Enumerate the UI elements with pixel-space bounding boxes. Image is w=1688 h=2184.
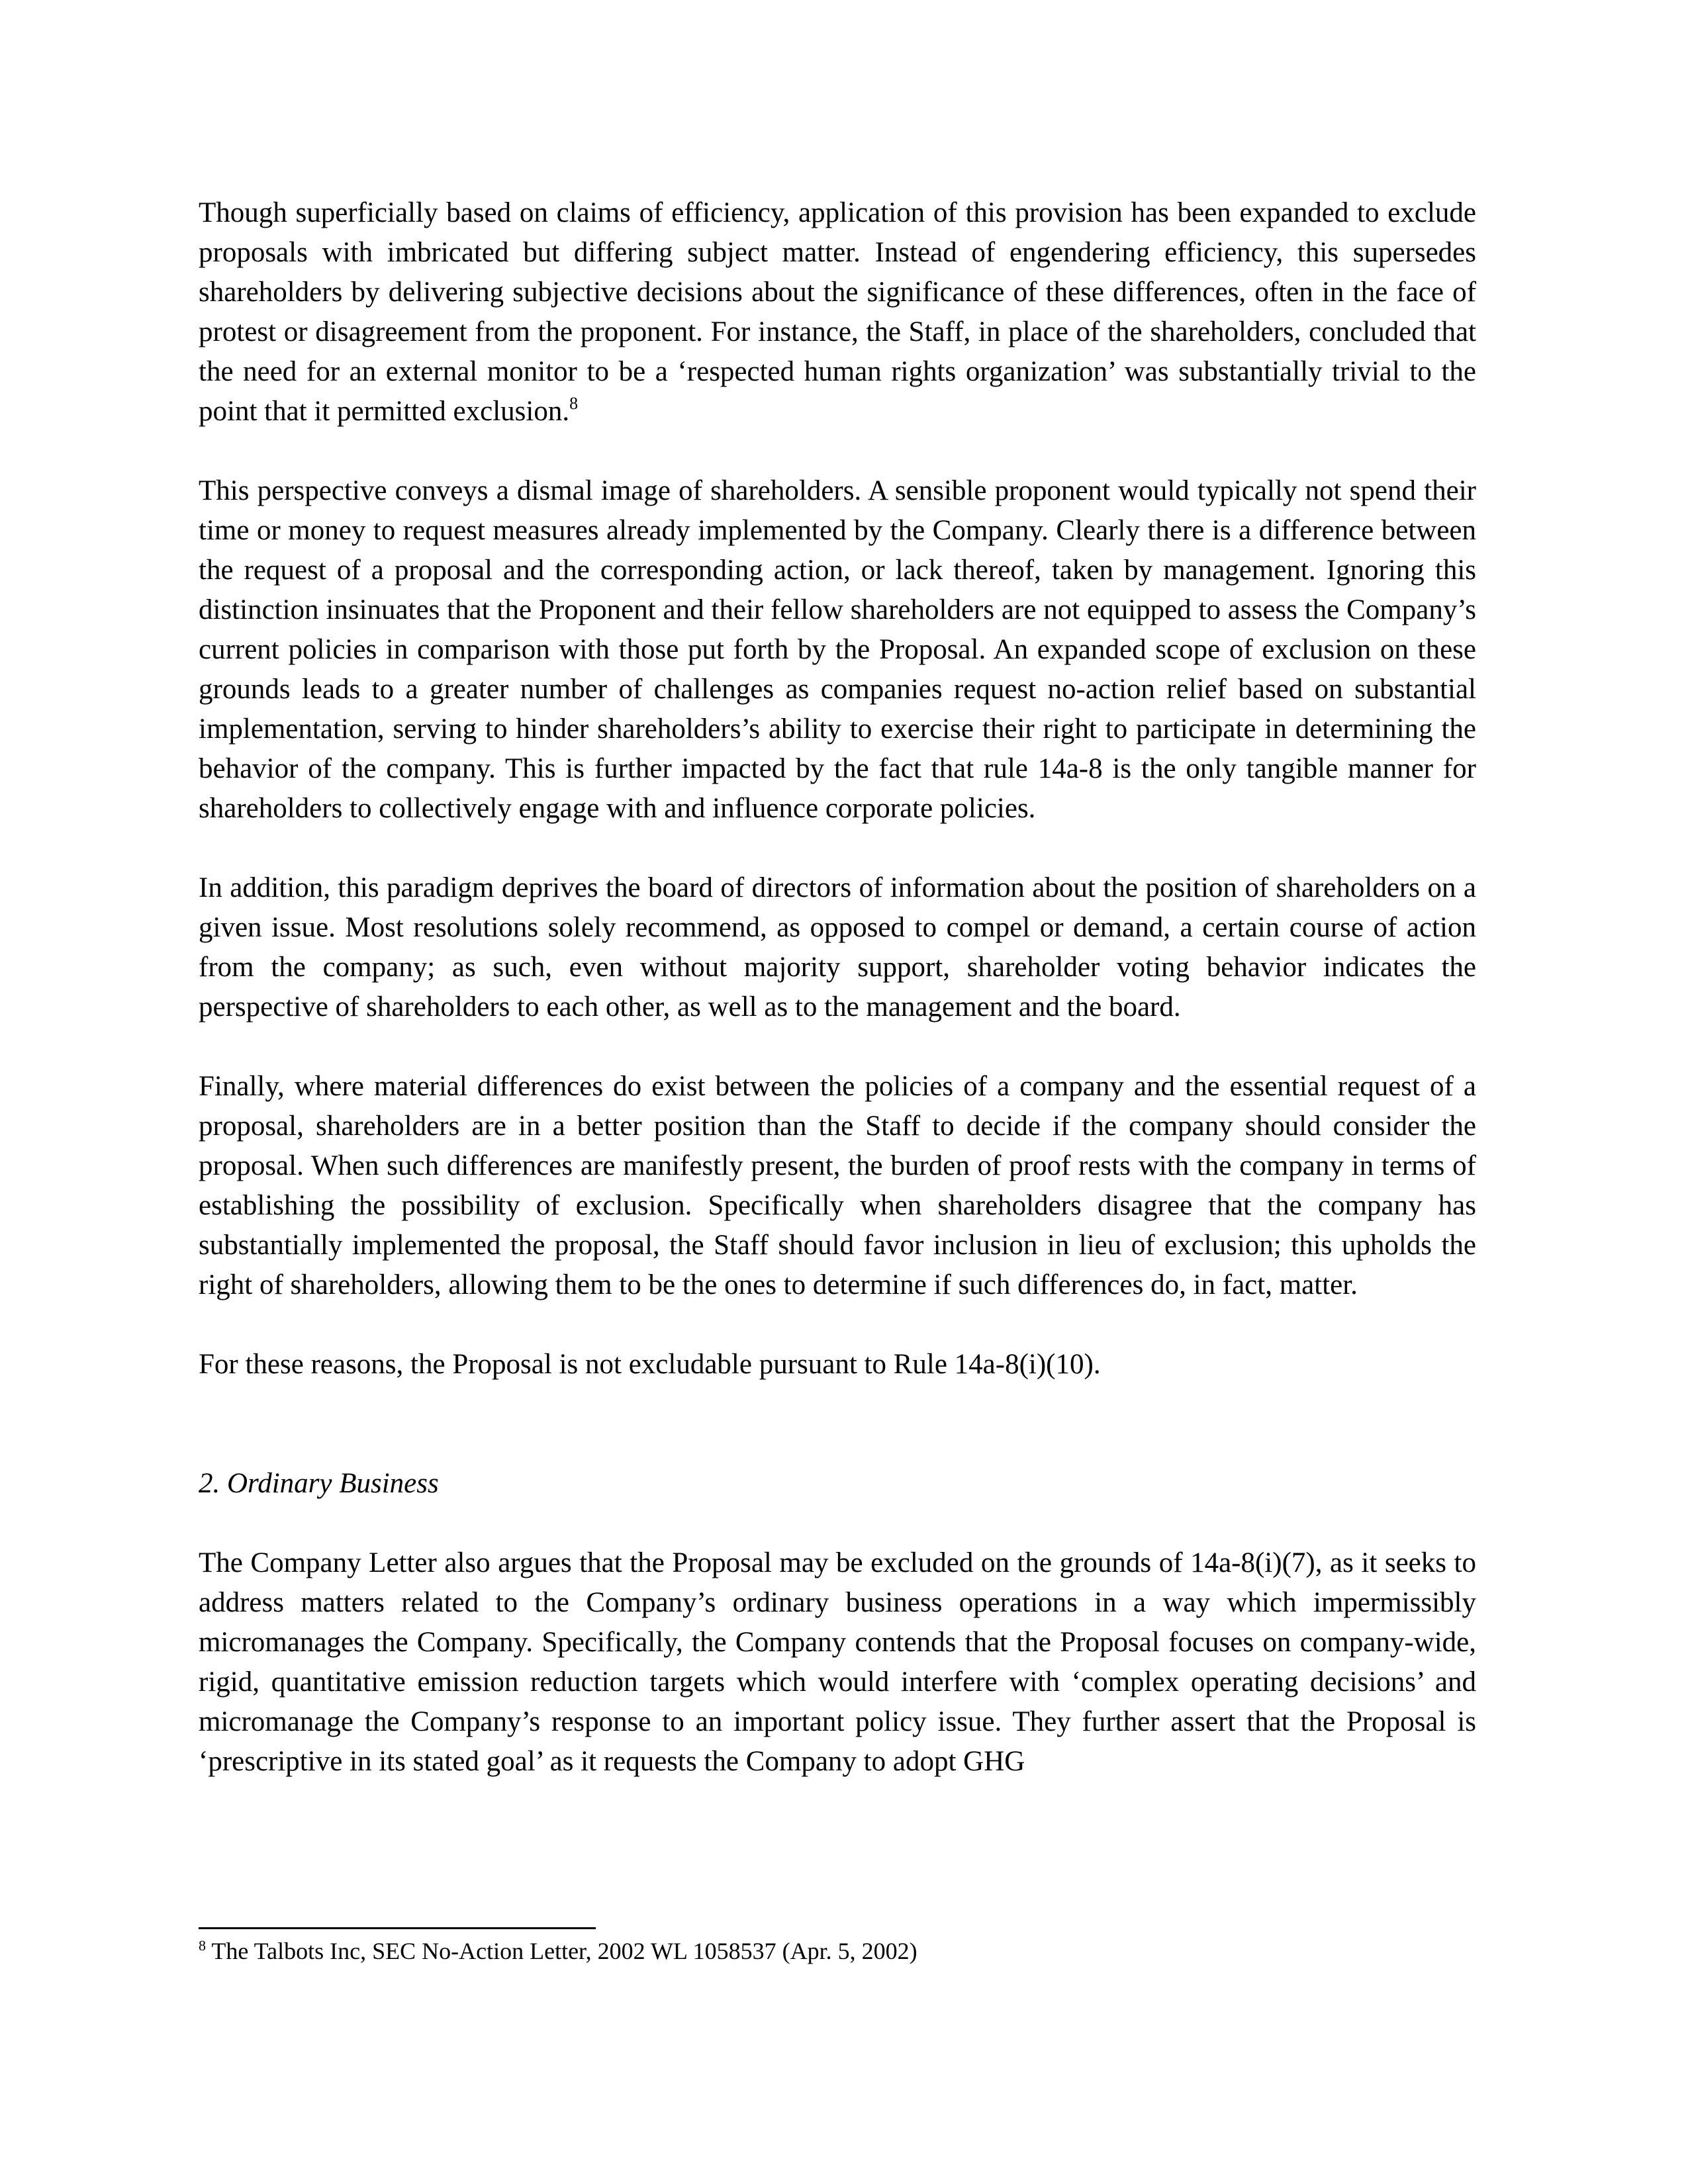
document-body: [199, 193, 1476, 1821]
paragraph-conclusion: For these reasons, the Proposal is not excludable pursuant to Rule 14a-8(i)(10).: [199, 1349, 1101, 1380]
footnote-number: 8: [199, 1937, 206, 1954]
footnote-text: The Talbots Inc, SEC No-Action Letter, 2002 WL 1058537 (Apr. 5, 2002): [211, 1938, 917, 1964]
footnote-reference: 8: [569, 393, 579, 413]
paragraph-ordinary-business: The Company Letter also argues that the Proposal may be excluded on the grounds of 14a-8(i)(7), as it seeks to address matters related to the Company’s ordinary business operations in a way which impermissibly micromanages the Company. Specifically, the Company contends that the Proposal focuses on company-wide, rigid, quantitative emission reduction targets which would interfere with ‘complex operating decisions’ and micromanage the Company’s response to an important policy issue. They further assert that the Proposal is ‘prescriptive in its stated goal’ as it requests the Company to adopt GHG: [199, 1547, 1476, 1777]
paragraph-substantial-implementation-efficiency: [199, 193, 1476, 432]
paragraph-board-information: In addition, this paradigm deprives the board of directors of information about the position of shareholders on a given issue. Most resolutions solely recommend, as opposed to compel or demand, a certain course of action from the company; as such, even without majority support, shareholder voting behavior indicates the perspective of shareholders to each other, as well as to the management and the board.: [199, 872, 1476, 1023]
paragraph-dismal-image: This perspective conveys a dismal image of shareholders. A sensible proponent would typically not spend their time or money to request measures already implemented by the Company. Clearly there is a difference between the request of a proposal and the corresponding action, or lack thereof, taken by management. Ignoring this distinction insinuates that the Proponent and their fellow shareholders are not equipped to assess the Company’s current policies in comparison with those put forth by the Proposal. An expanded scope of exclusion on these grounds leads to a greater number of challenges as companies request no-action relief based on substantial implementation, serving to hinder shareholders’s ability to exercise their right to participate in determining the behavior of the company. This is further impacted by the fact that rule 14a-8 is the only tangible manner for shareholders to collectively engage with and influence corporate policies.: [199, 475, 1476, 824]
section-spacer: [199, 1424, 1476, 1464]
paragraph-text: Though superficially based on claims of efficiency, application of this provision has been expanded to exclude proposals with imbricated but differing subject matter. Instead of engendering efficiency, this supersedes shareholders by delivering subjective decisions about the significance of these differences, often in the face of protest or disagreement from the proponent. For instance, the Staff, in place of the shareholders, concluded that the need for an external monitor to be a ‘respected human rights organization’ was substantially trivial to the point that it permitted exclusion.: [199, 197, 1476, 427]
paragraph-material-differences: Finally, where material differences do exist between the policies of a company and the essential request of a proposal, shareholders are in a better position than the Staff to decide if the company should consider the proposal. When such differences are manifestly present, the burden of proof rests with the company in terms of establishing the possibility of exclusion. Specifically when shareholders disagree that the company has substantially implemented the proposal, the Staff should favor inclusion in lieu of exclusion; this upholds the right of shareholders, allowing them to be the ones to determine if such differences do, in fact, matter.: [199, 1071, 1476, 1300]
footnote: [199, 1935, 1476, 1967]
footnote-divider: [199, 1927, 596, 1929]
section-heading: 2. Ordinary Business: [199, 1468, 439, 1499]
